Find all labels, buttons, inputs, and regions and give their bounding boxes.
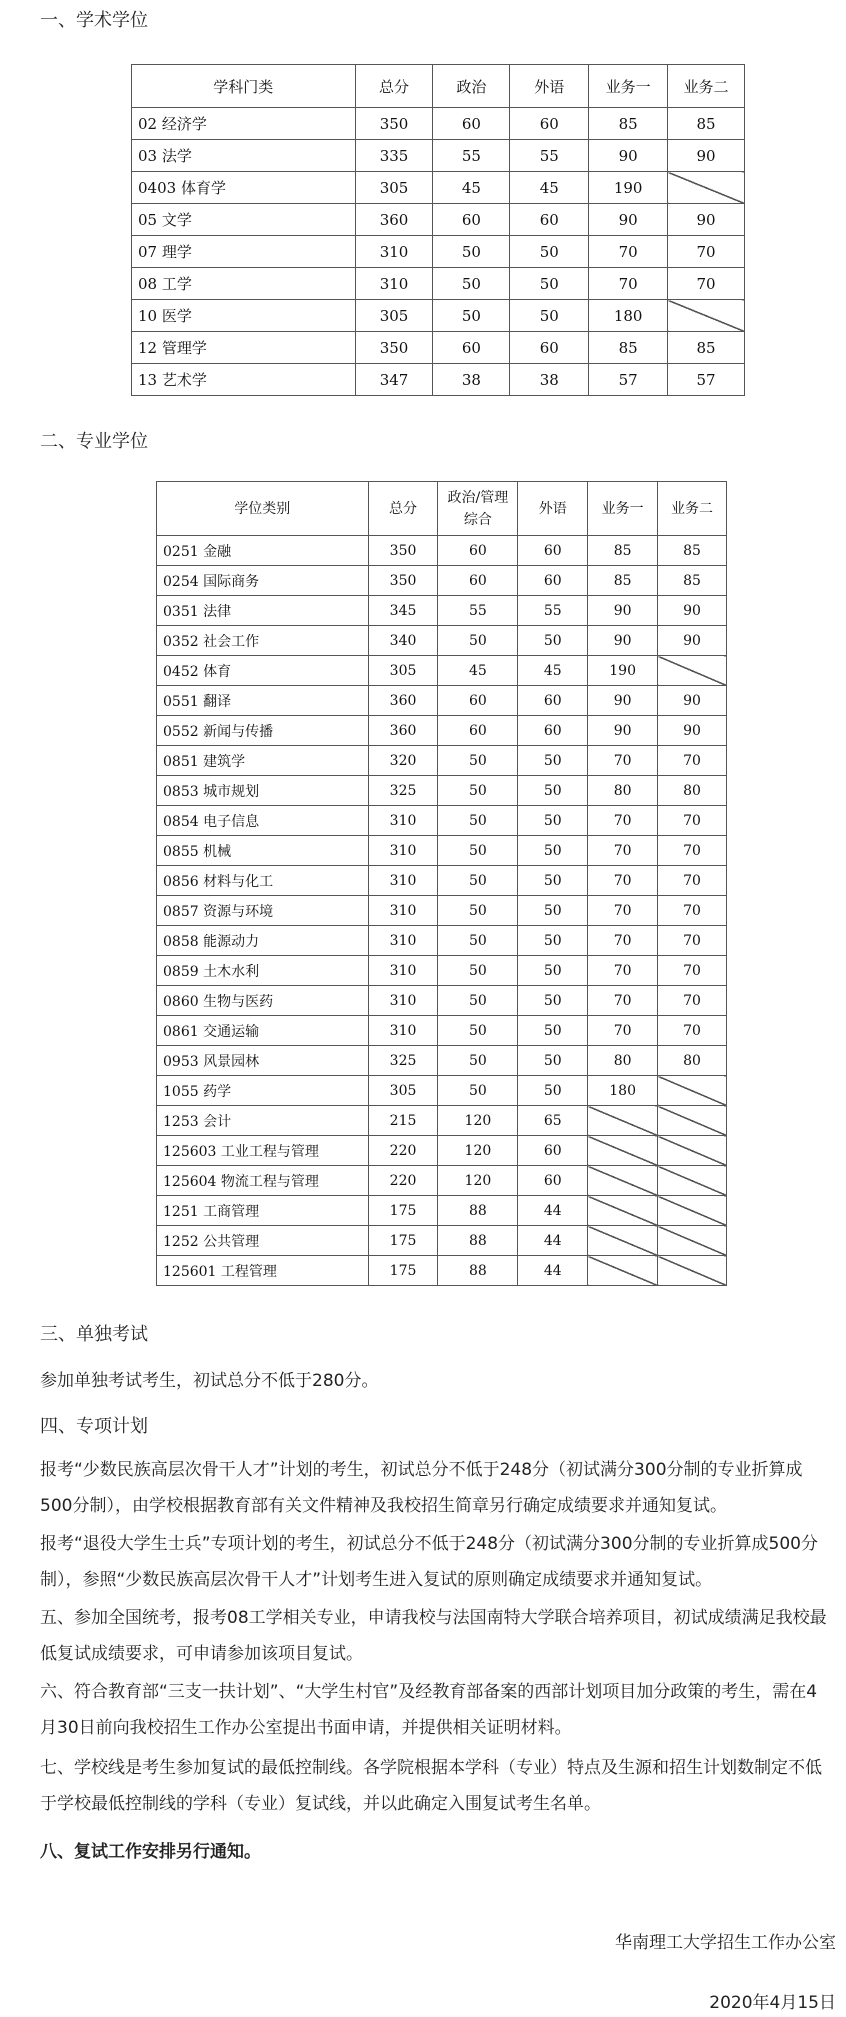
- cell-name: 0856 材料与化工: [157, 866, 369, 896]
- cell-subject2: 80: [658, 776, 727, 806]
- cell-politics: 88: [438, 1196, 518, 1226]
- cell-name: 10 医学: [132, 300, 356, 332]
- cell-subject1: 180: [588, 1076, 658, 1106]
- header-language: 外语: [510, 65, 589, 108]
- academic-degree-table: [131, 64, 745, 396]
- cell-total: 325: [368, 776, 438, 806]
- cell-language: 50: [518, 926, 588, 956]
- cell-language: 60: [518, 686, 588, 716]
- cell-total: 340: [368, 626, 438, 656]
- cell-subject1: 85: [588, 566, 658, 596]
- table-row: [157, 1136, 727, 1166]
- cell-name: 0552 新闻与传播: [157, 716, 369, 746]
- cell-total: 175: [368, 1256, 438, 1286]
- cell-total: 320: [368, 746, 438, 776]
- cell-subject1: 70: [588, 956, 658, 986]
- cell-subject2: 70: [658, 1016, 727, 1046]
- cell-language: 44: [518, 1196, 588, 1226]
- table-row: [132, 204, 745, 236]
- cell-politics: 120: [438, 1166, 518, 1196]
- cell-politics: 50: [438, 836, 518, 866]
- cell-subject1: 85: [588, 536, 658, 566]
- cell-language: 60: [510, 108, 589, 140]
- cell-name: 07 理学: [132, 236, 356, 268]
- header-category: 学位类别: [157, 482, 369, 536]
- cell-subject2: 70: [658, 956, 727, 986]
- cell-subject2: [658, 1106, 727, 1136]
- cell-name: 0254 国际商务: [157, 566, 369, 596]
- cell-name: 0251 金融: [157, 536, 369, 566]
- header-category: 学科门类: [132, 65, 356, 108]
- cell-subject2: 85: [658, 566, 727, 596]
- cell-name: 03 法学: [132, 140, 356, 172]
- cell-subject1: 70: [588, 986, 658, 1016]
- header-politics: 政治/管理综合: [438, 482, 518, 536]
- cell-language: 50: [510, 268, 589, 300]
- cell-subject1: 90: [589, 140, 668, 172]
- cell-total: 310: [368, 896, 438, 926]
- cell-language: 50: [518, 836, 588, 866]
- table-row: [157, 1076, 727, 1106]
- cell-subject1: 70: [588, 806, 658, 836]
- cell-subject1: 90: [588, 686, 658, 716]
- cell-language: 50: [518, 1016, 588, 1046]
- cell-language: 44: [518, 1256, 588, 1286]
- cell-subject1: 70: [588, 896, 658, 926]
- cell-politics: 120: [438, 1136, 518, 1166]
- cell-subject1: [588, 1196, 658, 1226]
- cell-language: 50: [510, 300, 589, 332]
- cell-total: 345: [368, 596, 438, 626]
- cell-politics: 50: [433, 236, 510, 268]
- table-row: [132, 140, 745, 172]
- cell-politics: 50: [438, 866, 518, 896]
- section7-text: 七、学校线是考生参加复试的最低控制线。各学院根据本学科（专业）特点及生源和招生计划数制定不低于学校最低控制线的学科（专业）复试线，并以此确定入围复试考生名单。: [40, 1758, 822, 1814]
- table-row: [157, 926, 727, 956]
- table-row: [157, 1196, 727, 1226]
- cell-subject2: 70: [658, 806, 727, 836]
- cell-total: 220: [368, 1166, 438, 1196]
- cell-politics: 50: [438, 1046, 518, 1076]
- cell-language: 50: [510, 236, 589, 268]
- cell-total: 305: [368, 656, 438, 686]
- cell-total: 350: [355, 332, 433, 364]
- header-subject2: 业务二: [668, 65, 745, 108]
- cell-subject2: 70: [668, 236, 745, 268]
- cell-politics: 50: [438, 806, 518, 836]
- cell-name: 08 工学: [132, 268, 356, 300]
- cell-subject1: 190: [589, 172, 668, 204]
- cell-language: 50: [518, 626, 588, 656]
- section2-title: 二、专业学位: [40, 431, 148, 452]
- header-total: 总分: [368, 482, 438, 536]
- cell-politics: 60: [438, 716, 518, 746]
- cell-language: 50: [518, 1076, 588, 1106]
- cell-name: 02 经济学: [132, 108, 356, 140]
- table-row: [157, 536, 727, 566]
- cell-language: 60: [518, 566, 588, 596]
- cell-total: 310: [368, 1016, 438, 1046]
- cell-subject1: [588, 1106, 658, 1136]
- cell-subject2: 70: [658, 836, 727, 866]
- cell-language: 45: [518, 656, 588, 686]
- cell-total: 310: [368, 866, 438, 896]
- cell-language: 60: [510, 332, 589, 364]
- cell-total: 310: [368, 986, 438, 1016]
- cell-name: 1253 会计: [157, 1106, 369, 1136]
- header-subject2: 业务二: [658, 482, 727, 536]
- cell-language: 60: [518, 1136, 588, 1166]
- cell-total: 310: [368, 806, 438, 836]
- cell-name: 0854 电子信息: [157, 806, 369, 836]
- table-row: [157, 656, 727, 686]
- cell-subject1: 85: [589, 332, 668, 364]
- cell-total: 360: [368, 716, 438, 746]
- table-header-row: [132, 65, 745, 108]
- cell-politics: 50: [438, 776, 518, 806]
- cell-total: 347: [355, 364, 433, 396]
- cell-language: 65: [518, 1106, 588, 1136]
- table-header-row: [157, 482, 727, 536]
- table-row: [157, 716, 727, 746]
- header-subject1: 业务一: [588, 482, 658, 536]
- cell-politics: 50: [438, 926, 518, 956]
- cell-total: 350: [368, 536, 438, 566]
- cell-subject2: [658, 1076, 727, 1106]
- cell-subject2: 57: [668, 364, 745, 396]
- cell-name: 0851 建筑学: [157, 746, 369, 776]
- table-row: [132, 108, 745, 140]
- cell-politics: 50: [438, 746, 518, 776]
- cell-subject2: [658, 1136, 727, 1166]
- cell-total: 305: [355, 172, 433, 204]
- cell-total: 335: [355, 140, 433, 172]
- cell-language: 50: [518, 1046, 588, 1076]
- cell-total: 175: [368, 1196, 438, 1226]
- cell-subject2: 70: [658, 986, 727, 1016]
- cell-name: 1252 公共管理: [157, 1226, 369, 1256]
- cell-name: 12 管理学: [132, 332, 356, 364]
- cell-name: 13 艺术学: [132, 364, 356, 396]
- cell-subject1: 70: [588, 866, 658, 896]
- cell-politics: 60: [438, 536, 518, 566]
- table-row: [157, 1016, 727, 1046]
- cell-total: 310: [368, 836, 438, 866]
- table-row: [132, 364, 745, 396]
- cell-subject2: 70: [658, 746, 727, 776]
- cell-subject2: 85: [658, 536, 727, 566]
- cell-language: 45: [510, 172, 589, 204]
- cell-subject2: [658, 1166, 727, 1196]
- cell-subject1: 90: [588, 716, 658, 746]
- section3-title: 三、单独考试: [40, 1324, 148, 1345]
- cell-subject1: 190: [588, 656, 658, 686]
- table-row: [157, 1226, 727, 1256]
- cell-total: 215: [368, 1106, 438, 1136]
- cell-politics: 38: [433, 364, 510, 396]
- cell-subject2: [668, 172, 745, 204]
- section3-text: 参加单独考试考生，初试总分不低于280分。: [40, 1371, 379, 1391]
- cell-name: 0351 法律: [157, 596, 369, 626]
- cell-language: 55: [518, 596, 588, 626]
- cell-subject2: 70: [658, 866, 727, 896]
- cell-total: 350: [368, 566, 438, 596]
- cell-subject2: 90: [668, 204, 745, 236]
- cell-politics: 120: [438, 1106, 518, 1136]
- table-row: [157, 986, 727, 1016]
- cell-total: 310: [368, 956, 438, 986]
- table-row: [157, 626, 727, 656]
- cell-language: 60: [518, 536, 588, 566]
- cell-subject1: 90: [589, 204, 668, 236]
- cell-name: 0551 翻译: [157, 686, 369, 716]
- cell-name: 0452 体育: [157, 656, 369, 686]
- cell-politics: 50: [433, 268, 510, 300]
- cell-language: 38: [510, 364, 589, 396]
- cell-total: 325: [368, 1046, 438, 1076]
- cell-language: 60: [518, 1166, 588, 1196]
- cell-name: 0855 机械: [157, 836, 369, 866]
- cell-language: 50: [518, 896, 588, 926]
- cell-politics: 88: [438, 1256, 518, 1286]
- cell-politics: 45: [438, 656, 518, 686]
- cell-language: 55: [510, 140, 589, 172]
- table-row: [157, 896, 727, 926]
- table-row: [157, 866, 727, 896]
- cell-name: 125604 物流工程与管理: [157, 1166, 369, 1196]
- cell-language: 50: [518, 956, 588, 986]
- cell-name: 125603 工业工程与管理: [157, 1136, 369, 1166]
- cell-politics: 55: [438, 596, 518, 626]
- cell-subject2: 70: [668, 268, 745, 300]
- section4-para1: 报考“少数民族高层次骨干人才”计划的考生，初试总分不低于248分（初试满分300分制的专业折算成500分制），由学校根据教育部有关文件精神及我校招生简章另行确定成绩要求并通知复试。: [40, 1460, 803, 1516]
- cell-politics: 50: [438, 986, 518, 1016]
- table-row: [132, 172, 745, 204]
- header-politics: 政治: [433, 65, 510, 108]
- cell-name: 0861 交通运输: [157, 1016, 369, 1046]
- cell-subject2: [658, 1256, 727, 1286]
- cell-name: 0858 能源动力: [157, 926, 369, 956]
- cell-name: 1055 药学: [157, 1076, 369, 1106]
- section8-text: 八、复试工作安排另行通知。: [40, 1842, 261, 1862]
- table-row: [132, 268, 745, 300]
- cell-politics: 50: [438, 956, 518, 986]
- cell-name: 0853 城市规划: [157, 776, 369, 806]
- table-row: [157, 776, 727, 806]
- cell-name: 05 文学: [132, 204, 356, 236]
- cell-politics: 50: [438, 1016, 518, 1046]
- cell-total: 220: [368, 1136, 438, 1166]
- cell-politics: 88: [438, 1226, 518, 1256]
- cell-subject1: 57: [589, 364, 668, 396]
- cell-subject1: 70: [588, 836, 658, 866]
- cell-subject2: 80: [658, 1046, 727, 1076]
- cell-name: 0352 社会工作: [157, 626, 369, 656]
- cell-subject1: 70: [589, 236, 668, 268]
- cell-subject1: 80: [588, 1046, 658, 1076]
- table-row: [157, 746, 727, 776]
- cell-subject1: [588, 1226, 658, 1256]
- cell-name: 0403 体育学: [132, 172, 356, 204]
- cell-politics: 60: [438, 566, 518, 596]
- cell-language: 60: [518, 716, 588, 746]
- cell-subject1: 180: [589, 300, 668, 332]
- cell-politics: 55: [433, 140, 510, 172]
- cell-language: 50: [518, 806, 588, 836]
- cell-subject2: [658, 656, 727, 686]
- cell-language: 50: [518, 776, 588, 806]
- section4-para2: 报考“退役大学生士兵”专项计划的考生，初试总分不低于248分（初试满分300分制的专业折算成500分制），参照“少数民族高层次骨干人才”计划考生进入复试的原则确定成绩要求并通知复试。: [40, 1534, 818, 1590]
- cell-politics: 60: [433, 332, 510, 364]
- cell-subject2: 85: [668, 108, 745, 140]
- cell-total: 360: [355, 204, 433, 236]
- cell-subject2: 90: [658, 626, 727, 656]
- cell-politics: 60: [433, 108, 510, 140]
- table-row: [157, 836, 727, 866]
- cell-subject2: [658, 1196, 727, 1226]
- section6-text: 六、符合教育部“三支一扶计划”、“大学生村官”及经教育部备案的西部计划项目加分政策的考生，需在4月30日前向我校招生工作办公室提出书面申请，并提供相关证明材料。: [40, 1682, 818, 1738]
- cell-total: 310: [355, 236, 433, 268]
- cell-politics: 50: [438, 626, 518, 656]
- cell-total: 305: [355, 300, 433, 332]
- table-row: [157, 686, 727, 716]
- header-subject1: 业务一: [589, 65, 668, 108]
- header-language: 外语: [518, 482, 588, 536]
- table-row: [132, 332, 745, 364]
- cell-subject1: 70: [588, 1016, 658, 1046]
- cell-name: 0860 生物与医药: [157, 986, 369, 1016]
- cell-subject2: [658, 1226, 727, 1256]
- cell-subject2: [668, 300, 745, 332]
- cell-total: 310: [368, 926, 438, 956]
- table-row: [157, 1106, 727, 1136]
- header-total: 总分: [355, 65, 433, 108]
- cell-language: 50: [518, 866, 588, 896]
- section4-title: 四、专项计划: [40, 1416, 148, 1437]
- cell-subject1: 90: [588, 596, 658, 626]
- cell-subject1: 90: [588, 626, 658, 656]
- table-row: [157, 1166, 727, 1196]
- cell-politics: 50: [438, 896, 518, 926]
- cell-name: 0953 风景园林: [157, 1046, 369, 1076]
- cell-subject2: 90: [658, 686, 727, 716]
- cell-subject2: 70: [658, 896, 727, 926]
- cell-subject1: 70: [588, 926, 658, 956]
- cell-subject1: [588, 1136, 658, 1166]
- cell-name: 125601 工程管理: [157, 1256, 369, 1286]
- cell-subject2: 70: [658, 926, 727, 956]
- table-row: [157, 566, 727, 596]
- table-row: [157, 1046, 727, 1076]
- cell-language: 50: [518, 986, 588, 1016]
- cell-total: 350: [355, 108, 433, 140]
- cell-total: 175: [368, 1226, 438, 1256]
- table-row: [132, 236, 745, 268]
- table-row: [157, 806, 727, 836]
- section5-text: 五、参加全国统考，报考08工学相关专业，申请我校与法国南特大学联合培养项目，初试成绩满足我校最低复试成绩要求，可申请参加该项目复试。: [40, 1608, 827, 1664]
- cell-total: 360: [368, 686, 438, 716]
- professional-degree-table: [156, 481, 727, 1286]
- cell-subject1: 70: [589, 268, 668, 300]
- cell-politics: 45: [433, 172, 510, 204]
- table-row: [157, 596, 727, 626]
- cell-language: 60: [510, 204, 589, 236]
- table-row: [157, 956, 727, 986]
- cell-subject2: 85: [668, 332, 745, 364]
- table-row: [157, 1256, 727, 1286]
- signature-date: 2020年4月15日: [709, 1993, 836, 2013]
- cell-total: 310: [355, 268, 433, 300]
- cell-name: 0857 资源与环境: [157, 896, 369, 926]
- section1-title: 一、学术学位: [40, 10, 148, 31]
- cell-politics: 60: [433, 204, 510, 236]
- table-row: [132, 300, 745, 332]
- cell-language: 50: [518, 746, 588, 776]
- cell-subject2: 90: [668, 140, 745, 172]
- cell-language: 44: [518, 1226, 588, 1256]
- cell-total: 305: [368, 1076, 438, 1106]
- cell-subject1: 85: [589, 108, 668, 140]
- cell-subject2: 90: [658, 716, 727, 746]
- cell-subject1: 70: [588, 746, 658, 776]
- cell-subject1: 80: [588, 776, 658, 806]
- cell-name: 1251 工商管理: [157, 1196, 369, 1226]
- cell-politics: 50: [438, 1076, 518, 1106]
- cell-subject1: [588, 1166, 658, 1196]
- cell-subject2: 90: [658, 596, 727, 626]
- cell-name: 0859 土木水利: [157, 956, 369, 986]
- signature-org: 华南理工大学招生工作办公室: [615, 1933, 836, 1953]
- cell-subject1: [588, 1256, 658, 1286]
- cell-politics: 60: [438, 686, 518, 716]
- cell-politics: 50: [433, 300, 510, 332]
